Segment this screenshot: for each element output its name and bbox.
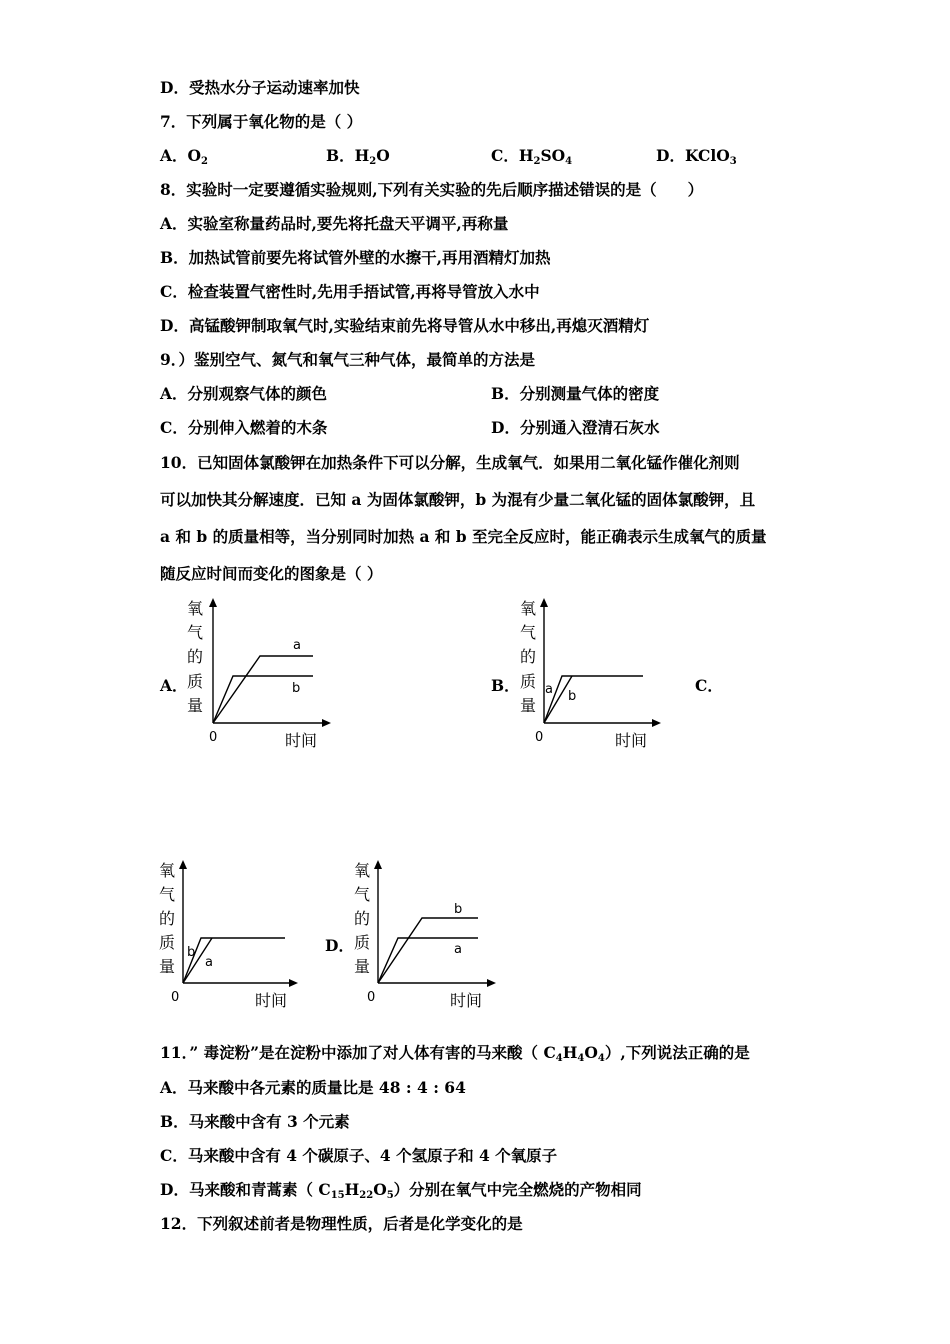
- svg-text:的: 的: [187, 647, 204, 666]
- svg-text:的: 的: [159, 909, 176, 928]
- svg-text:量: 量: [159, 957, 176, 976]
- series-a-label: a: [545, 682, 553, 697]
- x-axis-label: 时间: [450, 991, 483, 1010]
- q11-option-c: C．马来酸中含有 4 个碳原子、4 个氢原子和 4 个氧原子: [160, 1146, 558, 1165]
- q8-option-d: D．高锰酸钾制取氧气时,实验结束前先将导管从水中移出,再熄灭酒精灯: [160, 316, 650, 335]
- origin-label: 0: [209, 730, 218, 745]
- q8-option-c: C．检查装置气密性时,先用手捂试管,再将导管放入水中: [160, 282, 540, 301]
- series-b-label: b: [568, 689, 577, 704]
- q8-option-a: A．实验室称量药品时,要先将托盘天平调平,再称量: [160, 214, 509, 233]
- q11-option-a: A．马来酸中各元素的质量比是 48 : 4 : 64: [160, 1078, 466, 1097]
- series-b-label: b: [292, 681, 301, 696]
- q9-option-b: B．分别测量气体的密度: [491, 384, 660, 403]
- svg-text:气: 气: [187, 623, 204, 642]
- origin-label: 0: [171, 990, 180, 1005]
- x-axis-label: 时间: [615, 731, 648, 750]
- series-a-line: [544, 676, 643, 723]
- svg-text:氧: 氧: [187, 599, 204, 618]
- q9-option-d: D．分别通入澄清石灰水: [491, 418, 660, 437]
- q8-option-b: B．加热试管前要先将试管外壁的水擦干,再用酒精灯加热: [160, 248, 551, 267]
- svg-text:氧: 氧: [354, 861, 371, 880]
- x-axis-label: 时间: [285, 731, 318, 750]
- q9-option-a: A．分别观察气体的颜色: [160, 384, 328, 403]
- graph-option-a: [185, 598, 345, 753]
- q11-option-b: B．马来酸中含有 3 个元素: [160, 1112, 350, 1131]
- y-axis-arrow: [374, 860, 382, 869]
- q7-option-c: C．$H_2SO_4$: [491, 146, 573, 167]
- q11-stem: 11．” 毒淀粉”是在淀粉中添加了对人体有害的马来酸（ $C_4H_4O_4$）,下列说法正确的是: [160, 1043, 750, 1064]
- svg-text:气: 气: [159, 885, 176, 904]
- series-a-label: a: [454, 942, 462, 957]
- q10-stem-line2: 可以加快其分解速度．已知 a 为固体氯酸钾，b 为混有少量二氧化锰的固体氯酸钾，且: [160, 490, 756, 509]
- svg-text:质: 质: [159, 933, 176, 952]
- svg-text:量: 量: [354, 957, 371, 976]
- q6-option-d: D．受热水分子运动速率加快: [160, 78, 360, 97]
- q7-option-b: B．$H_2O$: [326, 146, 390, 167]
- svg-text:氧: 氧: [159, 861, 176, 880]
- q10-stem-line1: 10．已知固体氯酸钾在加热条件下可以分解，生成氧气．如果用二氧化锰作催化剂则: [160, 453, 740, 472]
- svg-text:质: 质: [354, 933, 371, 952]
- x-axis-arrow: [322, 719, 331, 727]
- q9-stem: 9．）鉴别空气、氮气和氧气三种气体，最简单的方法是: [160, 350, 536, 369]
- svg-text:的: 的: [354, 909, 371, 928]
- svg-text:质: 质: [520, 672, 537, 691]
- origin-label: 0: [367, 990, 376, 1005]
- q12-stem: 12．下列叙述前者是物理性质，后者是化学变化的是: [160, 1214, 523, 1233]
- series-b-label: b: [187, 945, 196, 960]
- y-axis-label: [520, 599, 536, 715]
- x-axis-label: 时间: [255, 991, 288, 1010]
- origin-label: 0: [535, 730, 544, 745]
- y-axis-label: [159, 861, 175, 976]
- q10-option-b-label: B．: [491, 676, 520, 695]
- y-axis-arrow: [540, 598, 548, 607]
- series-b-label: b: [454, 902, 463, 917]
- q7-option-a: A．$O_2$: [160, 146, 209, 167]
- graph-option-d: [350, 858, 510, 1013]
- q11-option-d: D．马来酸和青蒿素（ $C_{15}H_{22}O_5$）分别在氧气中完全燃烧的产物相同: [160, 1180, 642, 1201]
- x-axis-arrow: [487, 979, 496, 987]
- q9-option-c: C．分别伸入燃着的木条: [160, 418, 328, 437]
- series-a-label: a: [205, 955, 213, 970]
- x-axis-arrow: [289, 979, 298, 987]
- q10-stem-line4: 随反应时间而变化的图象是（ ）: [160, 564, 383, 583]
- graph-option-b: [518, 598, 678, 753]
- q10-option-d-label: D．: [325, 936, 354, 955]
- q7-stem: 7．下列属于氧化物的是（ ）: [160, 112, 363, 131]
- x-axis-arrow: [652, 719, 661, 727]
- q8-stem: 8．实验时一定要遵循实验规则,下列有关实验的先后顺序描述错误的是（ ）: [160, 180, 704, 199]
- q10-option-a-label: A．: [160, 676, 188, 695]
- svg-text:量: 量: [520, 696, 537, 715]
- y-axis-arrow: [179, 860, 187, 869]
- y-axis-label: [354, 861, 370, 976]
- graph-option-c: [155, 858, 315, 1013]
- svg-text:的: 的: [520, 647, 537, 666]
- series-a-label: a: [293, 638, 301, 653]
- svg-text:质: 质: [187, 672, 204, 691]
- svg-text:气: 气: [520, 623, 537, 642]
- q10-stem-line3: a 和 b 的质量相等，当分别同时加热 a 和 b 至完全反应时，能正确表示生成氧气的质量: [160, 527, 767, 546]
- svg-text:氧: 氧: [520, 599, 537, 618]
- q10-option-c-label: C．: [695, 676, 723, 695]
- y-axis-arrow: [209, 598, 217, 607]
- q7-option-d: D．KClO$_3$: [656, 146, 737, 167]
- svg-text:气: 气: [354, 885, 371, 904]
- y-axis-label: [187, 599, 203, 715]
- svg-text:量: 量: [187, 696, 204, 715]
